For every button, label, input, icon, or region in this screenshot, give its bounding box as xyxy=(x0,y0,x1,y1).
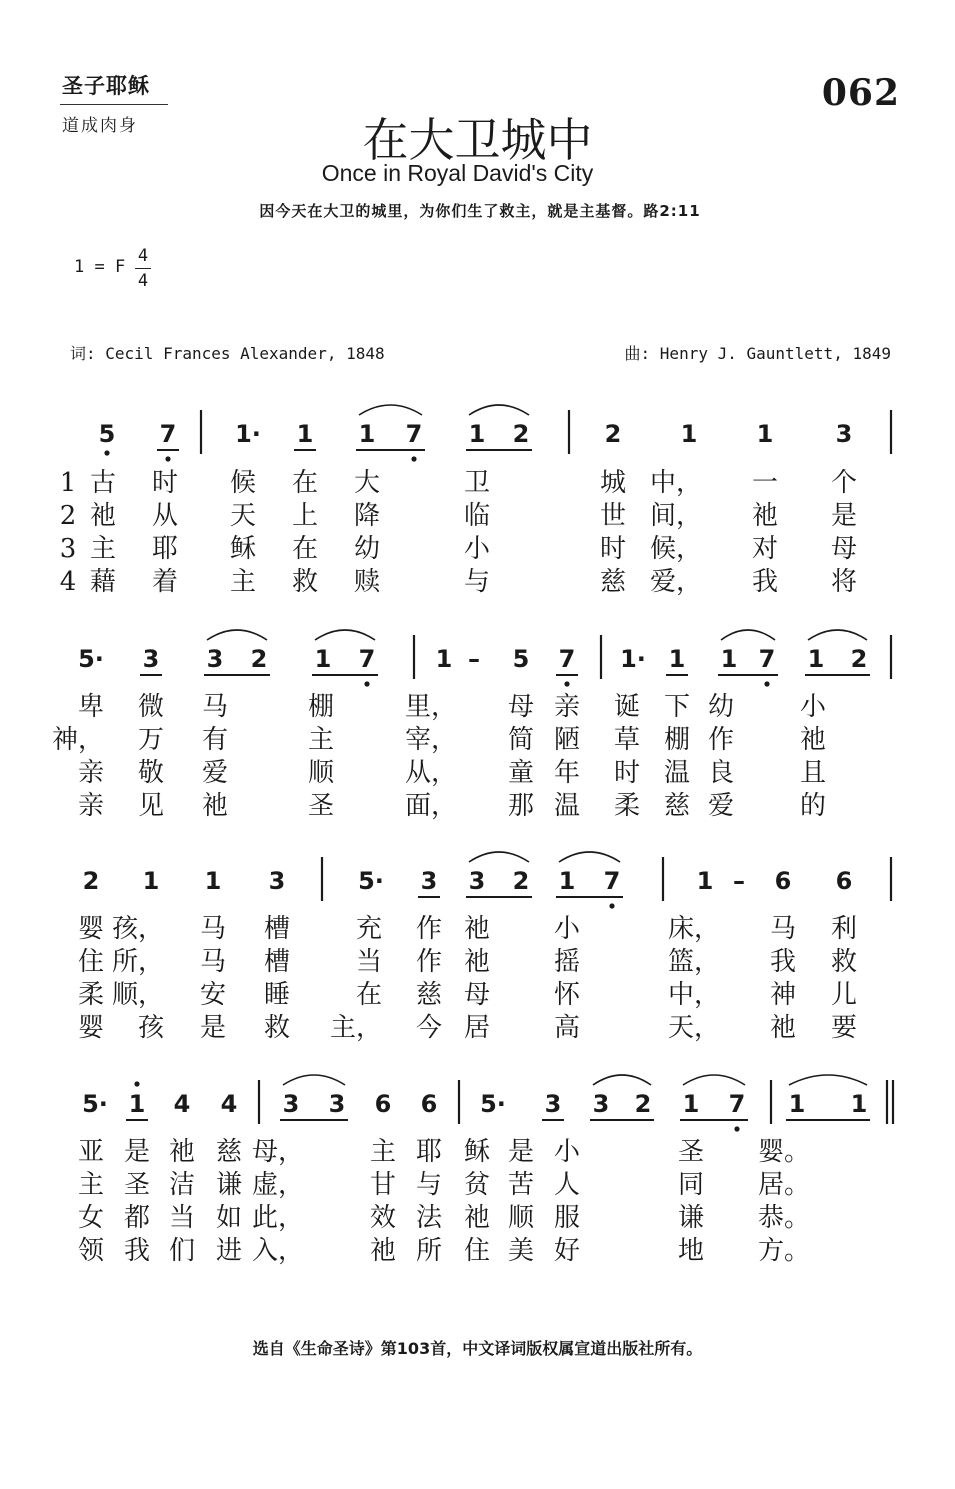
lyric-syllable: 稣 xyxy=(229,534,257,564)
lyric-syllable: 主 xyxy=(229,567,257,597)
lyric-syllable: 住 xyxy=(77,947,105,977)
lyric-syllable: 棚 xyxy=(307,692,335,722)
lyric-syllable: 亲 xyxy=(77,758,105,788)
lyric-syllable: 祂 xyxy=(201,791,229,821)
note: 2 xyxy=(82,867,100,895)
lyric-syllable: 陋 xyxy=(553,725,581,755)
note: 1 xyxy=(358,420,376,448)
lyric-syllable: 世 xyxy=(599,501,627,531)
lyric-syllable: 摇 xyxy=(553,947,581,977)
lyric-syllable: 城 xyxy=(599,468,627,498)
lyric-syllable: 孩 xyxy=(137,1013,165,1043)
slur xyxy=(789,1075,867,1085)
lyric-syllable: 当 xyxy=(168,1203,196,1233)
lyric-syllable: 主 xyxy=(77,1170,105,1200)
note: 3 xyxy=(468,867,486,895)
slur xyxy=(315,630,375,640)
hymn-number: 062 xyxy=(821,72,900,114)
note: 2 xyxy=(850,645,868,673)
lyric-syllable: 母 xyxy=(507,692,535,722)
lyric-syllable: 母， xyxy=(251,1137,305,1167)
lyric-syllable: 里， xyxy=(404,692,458,722)
lyric-syllable: 作 xyxy=(415,914,443,944)
lyric-syllable: 是 xyxy=(123,1137,151,1167)
lyric-syllable: 藉 xyxy=(89,567,117,597)
octave-dot-high xyxy=(134,1081,139,1086)
note: 2 xyxy=(634,1090,652,1118)
lyric-syllable: 们 xyxy=(168,1236,196,1266)
key-signature: 1 = F xyxy=(74,257,126,277)
lyric-syllable: 篮， xyxy=(667,947,721,977)
lyric-syllable: 当 xyxy=(355,947,383,977)
lyric-syllable: 如 xyxy=(215,1203,243,1233)
note: 7 xyxy=(558,645,576,673)
lyric-syllable: 慈 xyxy=(599,567,627,597)
lyric-syllable: 小 xyxy=(799,692,827,722)
hymn-title: 在大卫城中 xyxy=(362,113,593,167)
note: 7 xyxy=(358,645,376,673)
lyric-syllable: 地 xyxy=(677,1236,705,1266)
note: 1· xyxy=(620,645,646,673)
lyric-syllable: 年 xyxy=(553,758,581,788)
lyric-syllable: 亲 xyxy=(553,692,581,722)
lyric-syllable: 救 xyxy=(263,1013,291,1043)
note: 1 xyxy=(204,867,222,895)
note: 3 xyxy=(268,867,286,895)
note: 5· xyxy=(480,1090,506,1118)
lyric-syllable: 同 xyxy=(677,1170,705,1200)
lyric-syllable: 个 xyxy=(830,468,858,498)
note: 3 xyxy=(282,1090,300,1118)
lyric-syllable: 主 xyxy=(307,725,335,755)
note: 3 xyxy=(328,1090,346,1118)
lyric-syllable: 与 xyxy=(415,1170,443,1200)
lyric-syllable: 顺 xyxy=(307,758,335,788)
category-title: 圣子耶稣 xyxy=(62,73,150,98)
lyric-syllable: 人 xyxy=(553,1170,581,1200)
note: 2 xyxy=(512,420,530,448)
slur xyxy=(721,630,775,640)
lyric-syllable: 所， xyxy=(111,947,165,977)
lyric-syllable: 从 xyxy=(151,501,179,531)
lyric-syllable: 所 xyxy=(415,1236,443,1266)
lyric-syllable: 见 xyxy=(137,791,165,821)
lyric-syllable: 虚， xyxy=(251,1170,305,1200)
lyric-syllable: 爱 xyxy=(707,791,735,821)
lyric-syllable: 婴 xyxy=(77,914,105,944)
lyric-syllable: 马 xyxy=(769,914,797,944)
lyric-syllable: 救 xyxy=(291,567,319,597)
lyric-syllable: 进 xyxy=(215,1236,243,1266)
lyric-syllable: 圣 xyxy=(123,1170,151,1200)
lyric-syllable: 与 xyxy=(463,567,491,597)
lyric-syllable: 慈 xyxy=(215,1137,243,1167)
lyric-syllable: 中， xyxy=(667,980,721,1010)
octave-dot-low xyxy=(411,456,416,461)
note: 2 xyxy=(604,420,622,448)
lyric-syllable: 一 xyxy=(751,468,779,498)
lyric-syllable: 高 xyxy=(553,1013,581,1043)
lyric-syllable: 马 xyxy=(199,947,227,977)
slur xyxy=(359,405,422,415)
note: 1 xyxy=(314,645,332,673)
verse-number: 3 xyxy=(59,534,77,564)
lyric-syllable: 着 xyxy=(151,567,179,597)
octave-dot-low xyxy=(764,681,769,686)
octave-dot-low xyxy=(734,1126,739,1131)
scripture-verse: 因今天在大卫的城里，为你们生了救主，就是主基督。路2:11 xyxy=(259,202,701,220)
note: 6 xyxy=(774,867,792,895)
note: 1· xyxy=(235,420,261,448)
lyric-syllable: 甘 xyxy=(369,1170,397,1200)
lyric-syllable: 卑 xyxy=(77,692,105,722)
note: 3 xyxy=(142,645,160,673)
note: 3 xyxy=(592,1090,610,1118)
lyric-syllable: 耶 xyxy=(415,1137,443,1167)
lyric-syllable: 临 xyxy=(463,501,491,531)
note: 7 xyxy=(758,645,776,673)
lyric-syllable: 草 xyxy=(613,725,641,755)
lyric-syllable: 是 xyxy=(199,1013,227,1043)
lyric-syllable: 亲 xyxy=(77,791,105,821)
lyric-syllable: 祂 xyxy=(463,914,491,944)
note: 6 xyxy=(374,1090,392,1118)
lyric-syllable: 天， xyxy=(667,1013,721,1043)
lyric-syllable: 耶 xyxy=(151,534,179,564)
lyric-syllable: 祂 xyxy=(769,1013,797,1043)
hymn-english-title: Once in Royal David's City xyxy=(321,160,594,186)
note: 1 xyxy=(468,420,486,448)
composer-credit: 曲: Henry J. Gauntlett, 1849 xyxy=(624,344,891,363)
lyric-syllable: 母 xyxy=(463,980,491,1010)
lyric-syllable: 美 xyxy=(507,1236,535,1266)
lyric-syllable: 古 xyxy=(89,468,117,498)
lyric-syllable: 此， xyxy=(251,1203,305,1233)
note: 7 xyxy=(603,867,621,895)
lyric-syllable: 方。 xyxy=(757,1236,811,1266)
lyric-syllable: 小 xyxy=(463,534,491,564)
lyric-syllable: 要 xyxy=(830,1013,858,1043)
note: 7 xyxy=(159,420,177,448)
lyric-syllable: 童 xyxy=(507,758,535,788)
lyric-syllable: 床， xyxy=(667,914,721,944)
lyric-syllable: 效 xyxy=(369,1203,397,1233)
note: 1 xyxy=(142,867,160,895)
lyric-syllable: 柔 xyxy=(613,791,641,821)
lyric-syllable: 从， xyxy=(404,758,458,788)
lyric-syllable: 在 xyxy=(355,980,383,1010)
lyric-syllable: 今 xyxy=(415,1013,443,1043)
lyric-syllable: 在 xyxy=(291,468,319,498)
time-signature-top: 4 xyxy=(137,246,149,266)
verse-number: 4 xyxy=(59,567,77,597)
note: 1 xyxy=(558,867,576,895)
note: 7 xyxy=(405,420,423,448)
note: – xyxy=(468,645,480,673)
note: 5· xyxy=(78,645,104,673)
slur xyxy=(559,852,620,862)
lyric-syllable: 爱 xyxy=(201,758,229,788)
lyric-syllable: 大 xyxy=(353,468,381,498)
note: – xyxy=(733,867,745,895)
lyric-syllable: 天 xyxy=(229,501,257,531)
lyric-syllable: 将 xyxy=(830,567,858,597)
lyric-syllable: 槽 xyxy=(263,914,291,944)
lyric-syllable: 敬 xyxy=(137,758,165,788)
lyric-syllable: 慈 xyxy=(663,791,691,821)
lyric-syllable: 洁 xyxy=(168,1170,196,1200)
lyric-syllable: 槽 xyxy=(263,947,291,977)
note: 5· xyxy=(358,867,384,895)
note: 5 xyxy=(512,645,530,673)
note: 2 xyxy=(512,867,530,895)
lyric-syllable: 儿 xyxy=(830,980,858,1010)
slur xyxy=(283,1075,345,1085)
lyric-syllable: 幼 xyxy=(707,692,735,722)
note: 3 xyxy=(544,1090,562,1118)
octave-dot-low xyxy=(104,450,109,455)
time-signature-bottom: 4 xyxy=(137,271,149,291)
slur xyxy=(469,405,529,415)
slur xyxy=(808,630,867,640)
note: 1 xyxy=(807,645,825,673)
lyric-syllable: 温 xyxy=(553,791,581,821)
lyric-syllable: 时 xyxy=(599,534,627,564)
lyric-syllable: 好 xyxy=(553,1236,581,1266)
lyric-syllable: 住 xyxy=(463,1236,491,1266)
note: 3 xyxy=(835,420,853,448)
lyric-syllable: 简 xyxy=(507,725,535,755)
lyric-syllable: 苦 xyxy=(507,1170,535,1200)
lyric-syllable: 作 xyxy=(707,725,735,755)
lyric-syllable: 主 xyxy=(89,534,117,564)
lyric-syllable: 下 xyxy=(663,692,691,722)
octave-dot-low xyxy=(364,681,369,686)
note: 3 xyxy=(420,867,438,895)
octave-dot-low xyxy=(564,681,569,686)
note: 7 xyxy=(728,1090,746,1118)
lyric-syllable: 服 xyxy=(553,1203,581,1233)
lyric-syllable: 上 xyxy=(291,501,319,531)
lyric-syllable: 候 xyxy=(229,468,257,498)
note: 1 xyxy=(756,420,774,448)
lyric-syllable: 赎 xyxy=(353,567,381,597)
lyric-syllable: 我 xyxy=(769,947,797,977)
lyric-syllable: 诞 xyxy=(613,692,641,722)
verse-number: 2 xyxy=(59,501,77,531)
lyric-syllable: 时 xyxy=(151,468,179,498)
lyric-syllable: 卫 xyxy=(463,468,491,498)
lyric-syllable: 神， xyxy=(51,725,105,755)
lyric-syllable: 充 xyxy=(355,914,383,944)
lyric-syllable: 恭。 xyxy=(757,1203,811,1233)
lyric-syllable: 棚 xyxy=(663,725,691,755)
lyric-syllable: 怀 xyxy=(553,980,581,1010)
lyric-syllable: 那 xyxy=(507,791,535,821)
lyric-syllable: 祂 xyxy=(369,1236,397,1266)
note: 6 xyxy=(835,867,853,895)
note: 1 xyxy=(668,645,686,673)
lyric-syllable: 祂 xyxy=(799,725,827,755)
lyric-syllable: 是 xyxy=(507,1137,535,1167)
note: 1 xyxy=(682,1090,700,1118)
lyric-syllable: 谦 xyxy=(677,1203,705,1233)
octave-dot-low xyxy=(609,903,614,908)
lyric-syllable: 都 xyxy=(123,1203,151,1233)
lyric-syllable: 祂 xyxy=(168,1137,196,1167)
lyric-syllable: 领 xyxy=(77,1236,105,1266)
lyric-syllable: 婴 xyxy=(77,1013,105,1043)
note: 1 xyxy=(788,1090,806,1118)
lyric-syllable: 母 xyxy=(830,534,858,564)
note: 1 xyxy=(435,645,453,673)
slur xyxy=(593,1075,651,1085)
lyric-syllable: 温 xyxy=(663,758,691,788)
lyric-syllable: 神 xyxy=(769,980,797,1010)
note: 1 xyxy=(128,1090,146,1118)
note: 1 xyxy=(696,867,714,895)
note: 4 xyxy=(220,1090,238,1118)
lyric-syllable: 我 xyxy=(751,567,779,597)
lyric-syllable: 孩， xyxy=(111,914,165,944)
lyric-syllable: 圣 xyxy=(307,791,335,821)
lyric-syllable: 祂 xyxy=(89,501,117,531)
lyric-syllable: 小 xyxy=(553,914,581,944)
lyric-syllable: 在 xyxy=(291,534,319,564)
lyric-syllable: 祂 xyxy=(463,1203,491,1233)
subcategory-title: 道成肉身 xyxy=(62,116,138,136)
lyric-syllable: 救 xyxy=(830,947,858,977)
lyric-syllable: 居。 xyxy=(757,1170,811,1200)
lyric-syllable: 幼 xyxy=(353,534,381,564)
slur xyxy=(683,1075,745,1085)
lyric-syllable: 利 xyxy=(830,914,858,944)
lyric-syllable: 法 xyxy=(415,1203,443,1233)
lyric-syllable: 马 xyxy=(201,692,229,722)
lyric-syllable: 主， xyxy=(329,1013,383,1043)
lyric-syllable: 女 xyxy=(77,1203,105,1233)
lyric-syllable: 宰， xyxy=(404,725,458,755)
slur xyxy=(207,630,267,640)
lyric-syllable: 稣 xyxy=(463,1137,491,1167)
note: 1 xyxy=(720,645,738,673)
lyric-syllable: 主 xyxy=(369,1137,397,1167)
lyric-syllable: 顺 xyxy=(507,1203,535,1233)
lyric-syllable: 是 xyxy=(830,501,858,531)
lyric-syllable: 安 xyxy=(199,980,227,1010)
slur xyxy=(469,852,529,862)
lyric-syllable: 祂 xyxy=(463,947,491,977)
lyric-syllable: 时 xyxy=(613,758,641,788)
lyric-syllable: 的 xyxy=(799,791,827,821)
note: 2 xyxy=(250,645,268,673)
lyric-syllable: 入， xyxy=(251,1236,305,1266)
note: 3 xyxy=(206,645,224,673)
lyric-syllable: 祂 xyxy=(751,501,779,531)
lyric-syllable: 有 xyxy=(201,725,229,755)
lyric-syllable: 贫 xyxy=(463,1170,491,1200)
lyric-syllable: 良 xyxy=(707,758,735,788)
note: 1 xyxy=(850,1090,868,1118)
lyric-syllable: 圣 xyxy=(677,1137,705,1167)
lyric-syllable: 亚 xyxy=(77,1137,105,1167)
lyric-syllable: 我 xyxy=(123,1236,151,1266)
lyric-syllable: 睡 xyxy=(263,980,291,1010)
lyric-syllable: 间， xyxy=(649,501,703,531)
lyric-syllable: 万 xyxy=(137,725,165,755)
lyric-syllable: 慈 xyxy=(415,980,443,1010)
lyric-syllable: 爱， xyxy=(649,567,703,597)
lyricist-credit: 词: Cecil Frances Alexander, 1848 xyxy=(70,344,385,363)
lyric-syllable: 居 xyxy=(463,1013,491,1043)
note: 5 xyxy=(98,420,116,448)
lyric-syllable: 马 xyxy=(199,914,227,944)
verse-number: 1 xyxy=(59,468,77,498)
note: 6 xyxy=(420,1090,438,1118)
lyric-syllable: 顺， xyxy=(111,980,165,1010)
lyric-syllable: 婴。 xyxy=(757,1137,811,1167)
lyric-syllable: 谦 xyxy=(215,1170,243,1200)
copyright-footer: 选自《生命圣诗》第103首，中文译词版权属宣道出版社所有。 xyxy=(252,1339,703,1358)
lyric-syllable: 小 xyxy=(553,1137,581,1167)
lyric-syllable: 且 xyxy=(799,758,827,788)
lyric-syllable: 柔 xyxy=(77,980,105,1010)
lyric-syllable: 作 xyxy=(415,947,443,977)
lyric-syllable: 对 xyxy=(751,534,779,564)
note: 4 xyxy=(173,1090,191,1118)
note: 5· xyxy=(82,1090,108,1118)
lyric-syllable: 候， xyxy=(649,534,703,564)
lyric-syllable: 中， xyxy=(649,468,703,498)
lyric-syllable: 微 xyxy=(137,692,165,722)
note: 1 xyxy=(296,420,314,448)
note: 1 xyxy=(680,420,698,448)
lyric-syllable: 降 xyxy=(353,501,381,531)
octave-dot-low xyxy=(165,456,170,461)
lyric-syllable: 面， xyxy=(404,791,458,821)
